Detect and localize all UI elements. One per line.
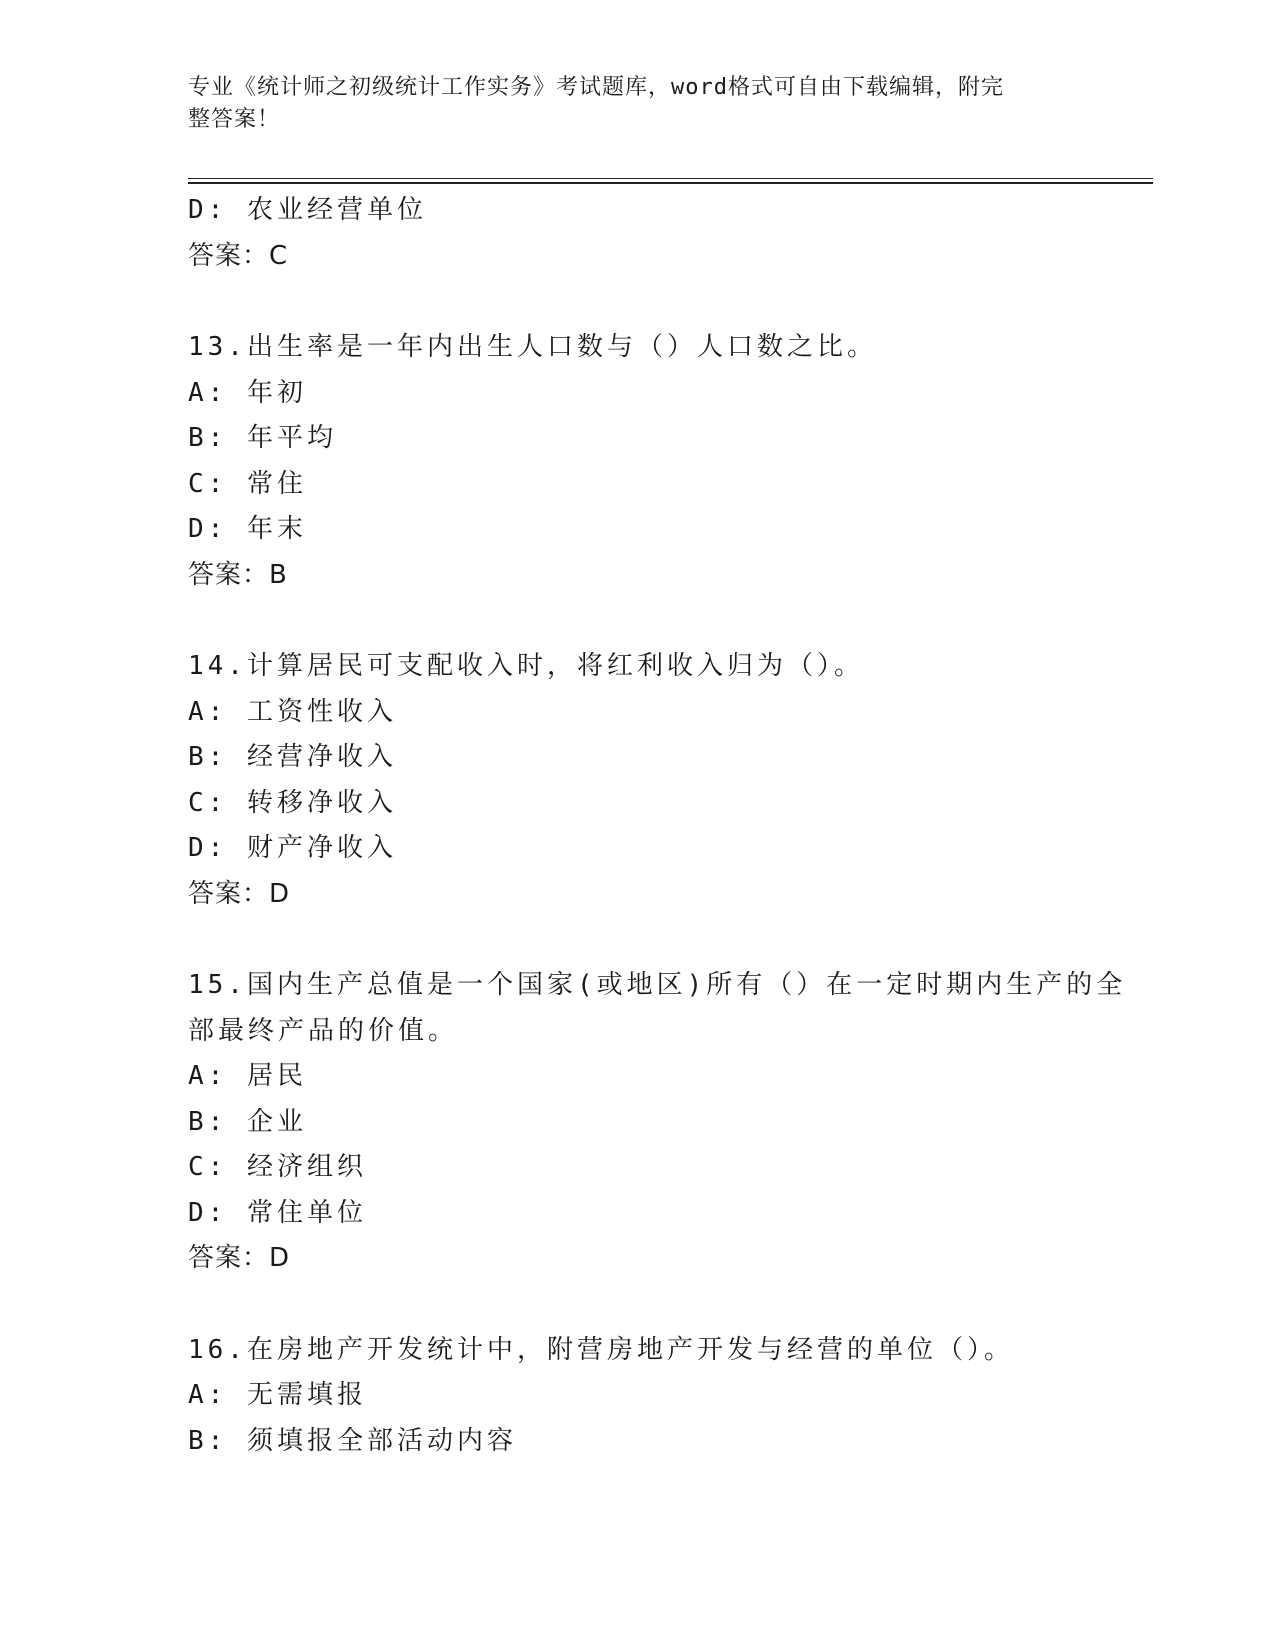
option-c: C: 转移净收入	[188, 787, 397, 818]
answer: 答案：D	[188, 878, 291, 909]
option-c: C: 经济组织	[188, 1152, 367, 1182]
question-stem-line-2: 部最终产品的价值。	[188, 1015, 459, 1046]
question-13	[188, 325, 1088, 598]
option-a: A: 年初	[188, 377, 307, 408]
header-line-1: 专业《统计师之初级统计工作实务》考试题库，word格式可自由下载编辑，附完	[188, 75, 1004, 100]
question-16	[188, 1328, 1088, 1465]
answer: 答案：B	[188, 559, 288, 590]
option-b: B: 企业	[188, 1106, 307, 1137]
prev-option-d: D: 农业经营单位	[188, 195, 427, 225]
option-a: A: 工资性收入	[188, 696, 397, 727]
question-stem: 14.计算居民可支配收入时，将红利收入归为（）。	[188, 651, 864, 681]
option-b: B: 须填报全部活动内容	[188, 1425, 517, 1456]
option-c: C: 常住	[188, 468, 307, 499]
question-stem-line-1: 15.国内生产总值是一个国家(或地区)所有（）在一定时期内生产的全	[188, 970, 1127, 1000]
option-b: B: 经营净收入	[188, 742, 397, 772]
option-b: B: 年平均	[188, 423, 337, 453]
option-d: D: 年末	[188, 514, 307, 544]
question-15	[188, 963, 1127, 1282]
header-line-2: 整答案！	[188, 107, 281, 132]
question-stem: 13.出生率是一年内出生人口数与（）人口数之比。	[188, 332, 877, 362]
answer: 答案：D	[188, 1243, 291, 1273]
document-header	[188, 72, 1068, 136]
header-divider-thin	[188, 178, 1153, 179]
option-d: D: 财产净收入	[188, 833, 397, 863]
question-stem: 16.在房地产开发统计中，附营房地产开发与经营的单位（）。	[188, 1334, 1014, 1365]
header-divider-thick	[188, 182, 1153, 184]
question-14	[188, 644, 1088, 917]
option-d: D: 常住单位	[188, 1197, 367, 1228]
question-content	[188, 188, 1127, 1464]
option-a: A: 居民	[188, 1061, 307, 1091]
option-a: A: 无需填报	[188, 1380, 367, 1410]
prev-answer: 答案：C	[188, 240, 289, 271]
